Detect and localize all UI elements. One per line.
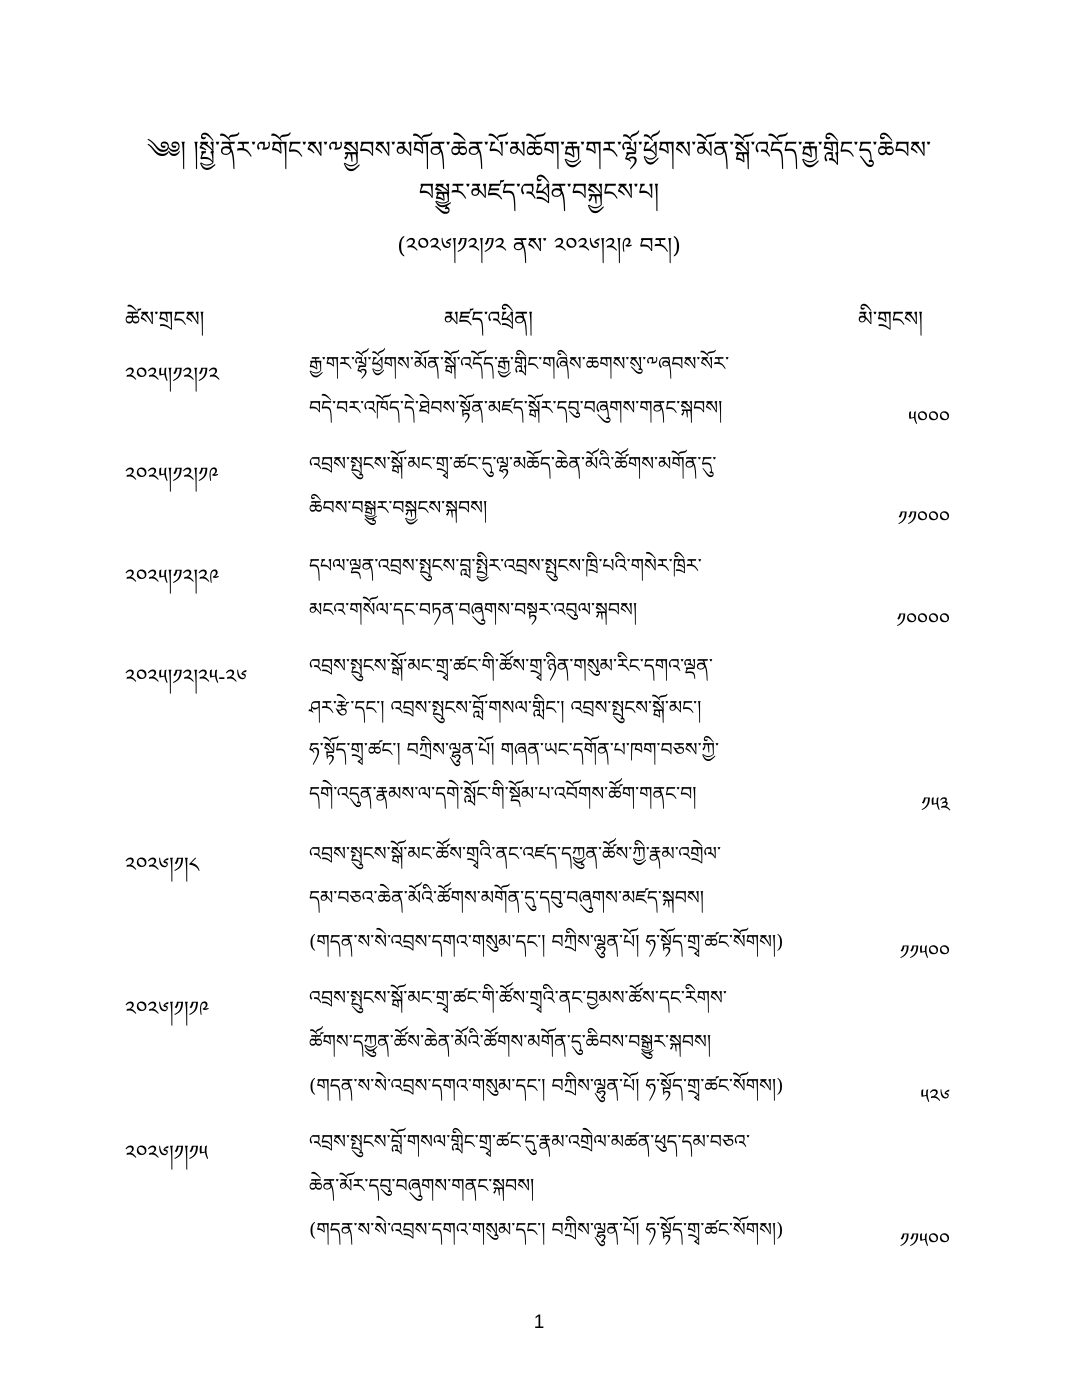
- header-event: མཛད་འཕྲིན།: [444, 307, 533, 331]
- document-title-line-2: བསྒྱུར་མཛད་འཕྲིན་བསྐྱངས་པ།: [418, 178, 660, 206]
- entry-date: ༢༠༢༥།༡༢།༡༢: [125, 363, 220, 387]
- entry-amount: ༡༡༥༠༠: [899, 940, 950, 964]
- entry-line: ཚོགས་དཀྱུན་ཚོས་ཆེན་མོའི་ཚོགས་མགོན་དུ་ཆིབས་བསྒྱུར་སྐབས།: [309, 1031, 712, 1053]
- entry-line: འབྲས་སྤུངས་སྒོ་མང་གྲྭ་ཚང་དུ་ལྷ་མཆོད་ཆེན་མོའི་ཚོགས་མགོན་དུ་: [309, 453, 717, 475]
- entry-line: འབྲས་སྤུངས་བློ་གསལ་གླིང་གྲྭ་ཚང་དུ་རྣམ་འགྲེལ་མཚན་ཕུད་དམ་བཅའ་: [309, 1131, 750, 1153]
- entry-amount: ༥༠༠༠: [908, 406, 950, 430]
- entry-line: འབྲས་སྤུངས་སྒོ་མང་གྲྭ་ཚང་གི་ཚོས་གྲྭ་ཉིན་གསུམ་རིང་དགའ་ལྡན་: [309, 655, 713, 677]
- entry-line: ཤར་རྩེ་དང་། འབྲས་སྤུངས་བློ་གསལ་གླིང་། འབྲས་སྤུངས་སྒོ་མང་།: [309, 697, 702, 719]
- entry-amount: ༡༠༠༠༠: [896, 608, 950, 632]
- entry-date: ༢༠༢༦།༡།༡༩: [125, 997, 210, 1021]
- entry-amount: ༡༡༠༠༠: [897, 506, 950, 530]
- date-range: (༢༠༢༦།༡༢།༡༢ ནས་ ༢༠༢༦།༢།༩ བར།): [397, 234, 681, 259]
- entry-line: རྒྱ་གར་ལྷོ་ཕྱོགས་མོན་སྒོ་འདོད་རྒྱ་གླིང་གཞིས་ཆགས་སུ་༸ཞབས་སོར་: [309, 353, 730, 375]
- entry-line: དཔལ་ལྡན་འབྲས་སྤུངས་བླ་སྤྱིར་འབྲས་སྤུངས་ཁྲི་པའི་གསེར་ཁྲིར་: [309, 555, 702, 577]
- entry-date: ༢༠༢༦།༡།༨: [125, 853, 200, 877]
- entry-date: ༢༠༢༦།༡།༡༥: [125, 1141, 209, 1165]
- entry-line: འབྲས་སྤུངས་སྒོ་མང་གྲྭ་ཚང་གི་ཚོས་གྲྭའི་ནང་བྱམས་ཚོས་དང་རིགས་: [309, 987, 727, 1009]
- header-date: ཚེས་གྲངས།: [125, 307, 205, 331]
- entry-amount: ༡༡༥༠༠: [899, 1228, 950, 1252]
- entry-line: ཧ་སྟོད་གྲྭ་ཚང་། བཀྲིས་ལྷུན་པོ། གཞན་ཡང་དགོན་པ་ཁག་བཅས་ཀྱི་: [309, 739, 719, 761]
- entry-line: (གདན་ས་སེ་འབྲས་དགའ་གསུམ་དང་། བཀྲིས་ལྷུན་པོ། ཧ་སྟོད་གྲྭ་ཚང་སོགས།): [309, 1075, 784, 1097]
- header-attendance: མི་གྲངས།: [858, 307, 923, 331]
- entry-line: འབྲས་སྤུངས་སྒོ་མང་ཚོས་གྲྭའི་ནང་འཛད་དཀྱུན་ཚོས་ཀྱི་རྣམ་འགྲེལ་: [309, 843, 721, 865]
- entry-line: མངའ་གསོལ་དང་བཏན་བཞུགས་བསྟར་འབུལ་སྐབས།: [309, 599, 638, 621]
- entry-line: ཆིབས་བསྒྱུར་བསྐྱངས་སྐབས།: [309, 497, 488, 519]
- entry-line: ཆེན་མོར་དབུ་བཞུགས་གནང་སྐབས།: [309, 1175, 535, 1197]
- entry-amount: ༡༥༣: [921, 792, 950, 816]
- entry-line: བདེ་བར་འཁོད་དེ་ཐེབས་སྟོན་མཛད་སྒོར་དབུ་བཞུགས་གནང་སྐབས།: [309, 397, 723, 419]
- entry-amount: ༥༢༦: [920, 1084, 950, 1108]
- entry-date: ༢༠༢༥།༡༢།༢༩: [125, 565, 220, 589]
- page-number: 1: [533, 1312, 545, 1333]
- entry-date: ༢༠༢༥།༡༢།༢༥-༢༦: [125, 665, 248, 689]
- entry-line: དགེ་འདུན་རྣམས་ལ་དགེ་སློང་གི་སྡོམ་པ་འབོགས་ཚོག་གནང་བ།: [309, 783, 697, 805]
- entry-line: (གདན་ས་སེ་འབྲས་དགའ་གསུམ་དང་། བཀྲིས་ལྷུན་པོ། ཧ་སྟོད་གྲྭ་ཚང་སོགས།): [309, 1219, 784, 1241]
- entry-line: དམ་བཅའ་ཆེན་མོའི་ཚོགས་མགོན་དུ་དབུ་བཞུགས་མཛད་སྐབས།: [309, 887, 704, 909]
- entry-date: ༢༠༢༥།༡༢།༡༩: [125, 463, 219, 487]
- entry-line: (གདན་ས་སེ་འབྲས་དགའ་གསུམ་དང་། བཀྲིས་ལྷུན་པོ། ཧ་སྟོད་གྲྭ་ཚང་སོགས།): [309, 931, 784, 953]
- document-title-line-1: ༄༅། །སྤྱི་ནོར་༸གོང་ས་༸སྐྱབས་མགོན་ཆེན་པོ་མཆོག་རྒྱ་གར་ལྷོ་ཕྱོགས་མོན་སྒོ་འདོད་རྒྱ་གླིང་དུ་ཆིབས་: [146, 136, 932, 164]
